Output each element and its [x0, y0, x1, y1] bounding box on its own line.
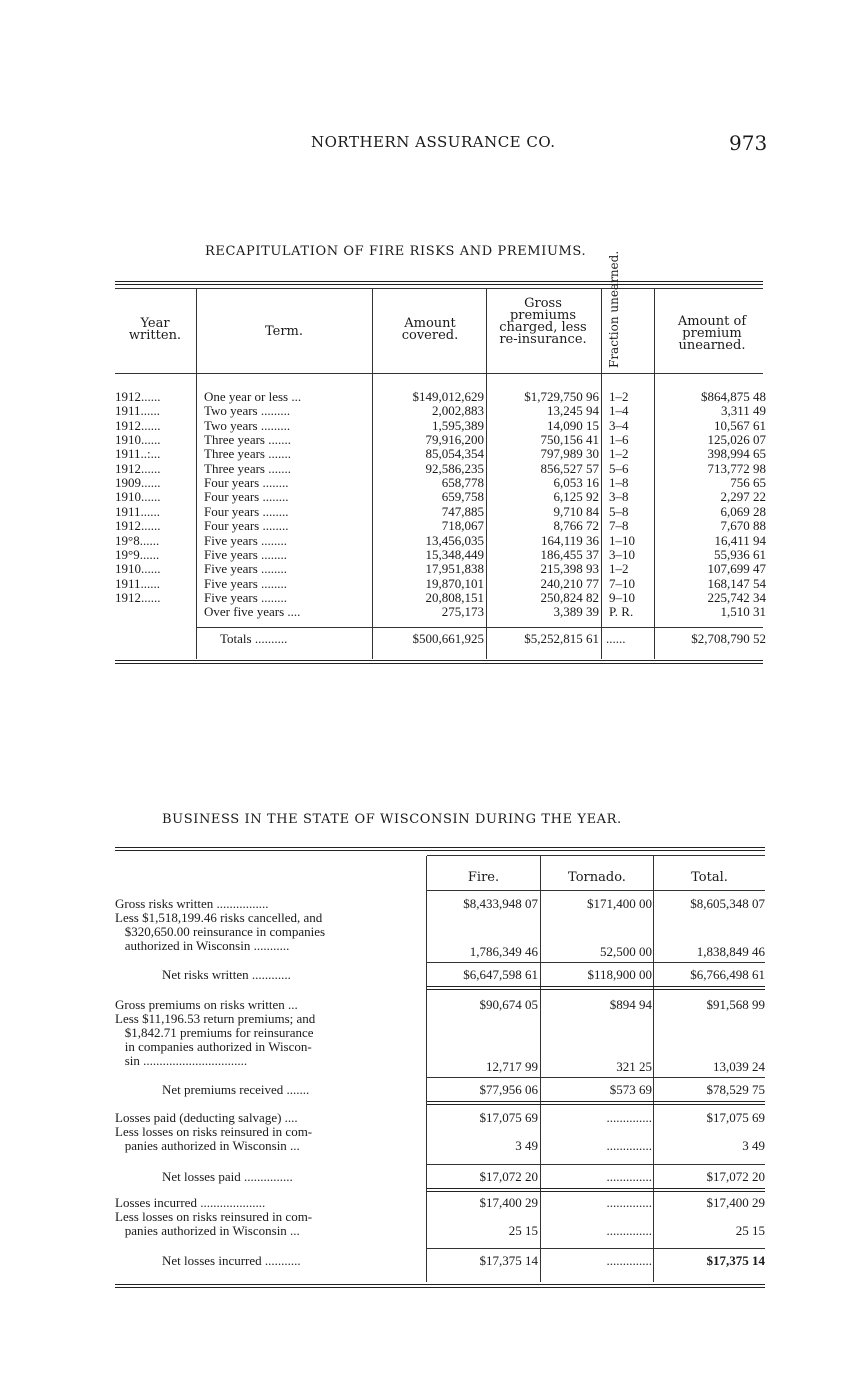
- total-value: $17,075 69: [706, 1110, 765, 1125]
- recap-amount-cell: 2,002,883: [432, 403, 484, 419]
- recap-unearned-cell: 3,311 49: [720, 403, 766, 419]
- col-unearned-header: Amount of premium unearned.: [677, 314, 747, 353]
- line-description: Gross risks written ................: [115, 896, 269, 911]
- line-description: panies authorized in Wisconsin ...: [115, 1138, 300, 1153]
- recap-term-cell: Two years .........: [204, 417, 291, 433]
- fire-value: 12,717 99: [486, 1059, 538, 1074]
- recap-amount-cell: $149,012,629: [412, 389, 484, 404]
- totals-gross: $5,252,815 61: [524, 631, 599, 646]
- recap-gross-cell: 856,527 57: [540, 460, 599, 476]
- total-value: 13,039 24: [713, 1059, 765, 1074]
- total-value: $8,605,348 07: [690, 896, 765, 911]
- recap-term-cell: Three years .......: [204, 460, 291, 476]
- recap-year-cell: 1912......: [115, 460, 161, 476]
- recap-gross-cell: 215,398 93: [540, 561, 599, 577]
- recap-year-cell: 19°8......: [115, 532, 160, 548]
- tornado-value: 52,500 00: [600, 944, 652, 959]
- net-fire-value: $17,072 20: [479, 1169, 538, 1184]
- fire-value: 25 15: [508, 1223, 538, 1238]
- recap-gross-cell: 6,125 92: [553, 489, 599, 505]
- recap-unearned-cell: 6,069 28: [720, 503, 766, 519]
- recap-unearned-cell: 1,510 31: [720, 604, 766, 620]
- recap-term-cell: One year or less ...: [204, 389, 302, 404]
- line-description: Less $1,518,199.46 risks cancelled, and: [115, 910, 323, 925]
- wisconsin-title: BUSINESS IN THE STATE OF WISCONSIN DURING THE YEAR.: [162, 812, 622, 827]
- recap-gross-cell: 8,766 72: [553, 518, 599, 534]
- net-tornado-value: ..............: [606, 1169, 652, 1184]
- col-gross-header: Gross premiums charged, less re-insurance.: [499, 296, 587, 347]
- col-year-header: Year written.: [128, 316, 182, 343]
- tornado-value: ..............: [606, 1223, 652, 1238]
- recap-fraction-cell: 3–10: [609, 546, 635, 562]
- recap-term-cell: Five years ........: [204, 532, 288, 548]
- col-fire-header: Fire.: [467, 870, 500, 885]
- recap-gross-cell: 240,210 77: [540, 575, 599, 591]
- recap-amount-cell: 17,951,838: [425, 561, 484, 577]
- recap-year-cell: 1911......: [115, 403, 161, 419]
- net-line-label: Net losses incurred ...........: [162, 1253, 301, 1268]
- recap-fraction-cell: 1–2: [609, 389, 629, 404]
- fire-value: $17,400 29: [479, 1195, 538, 1210]
- total-value: $91,568 99: [706, 997, 765, 1012]
- recap-amount-cell: 1,595,389: [432, 417, 484, 433]
- recap-unearned-cell: $864,875 48: [701, 389, 766, 404]
- recap-year-cell: 1909......: [115, 475, 161, 491]
- recap-year-cell: 1910......: [115, 561, 161, 577]
- recap-year-cell: 1911......: [115, 575, 161, 591]
- recap-unearned-cell: 55,936 61: [714, 546, 766, 562]
- fire-value: $17,075 69: [479, 1110, 538, 1125]
- net-line-label: Net premiums received .......: [162, 1082, 310, 1097]
- recap-year-cell: 1912......: [115, 417, 161, 433]
- recap-unearned-cell: 16,411 94: [714, 532, 766, 548]
- net-fire-value: $6,647,598 61: [463, 967, 538, 982]
- recap-year-cell: 1912......: [115, 389, 161, 404]
- net-tornado-value: $118,900 00: [587, 967, 652, 982]
- recap-term-cell: Over five years ....: [204, 604, 301, 620]
- totals-label: Totals ..........: [220, 631, 288, 646]
- recap-amount-cell: 15,348,449: [425, 546, 484, 562]
- recap-gross-cell: 797,989 30: [540, 446, 599, 462]
- recap-term-cell: Five years ........: [204, 589, 288, 605]
- totals-unearned: $2,708,790 52: [691, 631, 766, 646]
- line-description: in companies authorized in Wiscon-: [115, 1039, 312, 1054]
- line-description: Gross premiums on risks written ...: [115, 997, 298, 1012]
- col-total-header: Total.: [691, 870, 728, 885]
- recap-unearned-cell: 125,026 07: [707, 432, 766, 448]
- recap-unearned-cell: 107,699 47: [707, 561, 766, 577]
- fire-value: $8,433,948 07: [463, 896, 538, 911]
- line-description: Less $11,196.53 return premiums; and: [115, 1011, 316, 1026]
- recap-amount-cell: 658,778: [441, 475, 484, 491]
- recap-unearned-cell: 2,297 22: [720, 489, 766, 505]
- recap-term-cell: Five years ........: [204, 575, 288, 591]
- total-value: 3 49: [742, 1138, 765, 1153]
- net-total-value: $78,529 75: [706, 1082, 765, 1097]
- recap-fraction-cell: 7–10: [609, 575, 635, 591]
- recap-title: RECAPITULATION OF FIRE RISKS AND PREMIUMS.: [205, 244, 587, 259]
- line-description: authorized in Wisconsin ...........: [115, 938, 290, 953]
- recap-unearned-cell: 756 65: [730, 475, 766, 491]
- net-fire-value: $77,956 06: [479, 1082, 538, 1097]
- recap-fraction-cell: 1–8: [609, 475, 629, 491]
- recap-amount-cell: 92,586,235: [425, 460, 484, 476]
- fire-value: $90,674 05: [479, 997, 538, 1012]
- recap-term-cell: Four years ........: [204, 475, 289, 491]
- net-tornado-value: ..............: [606, 1253, 652, 1268]
- recap-fraction-cell: 3–8: [609, 489, 629, 505]
- recap-gross-cell: 186,455 37: [540, 546, 599, 562]
- totals-fraction: ......: [606, 631, 626, 646]
- line-description: $1,842.71 premiums for reinsurance: [115, 1025, 314, 1040]
- line-description: Less losses on risks reinsured in com-: [115, 1209, 313, 1224]
- recap-gross-cell: 250,824 82: [540, 589, 599, 605]
- totals-amount: $500,661,925: [412, 631, 484, 646]
- tornado-value: $894 94: [609, 997, 652, 1012]
- recap-year-cell: 1910......: [115, 432, 161, 448]
- recap-term-cell: Four years ........: [204, 503, 289, 519]
- line-description: Losses incurred ....................: [115, 1195, 266, 1210]
- net-total-value: $17,375 14: [706, 1253, 765, 1268]
- recap-amount-cell: 275,173: [441, 604, 484, 620]
- tornado-value: $171,400 00: [587, 896, 652, 911]
- col-term-header: Term.: [264, 324, 304, 339]
- recap-gross-cell: 14,090 15: [547, 417, 599, 433]
- net-total-value: $17,072 20: [706, 1169, 765, 1184]
- net-fire-value: $17,375 14: [479, 1253, 538, 1268]
- line-description: $320,650.00 reinsurance in companies: [115, 924, 326, 939]
- recap-gross-cell: 3,389 39: [553, 604, 599, 620]
- recap-term-cell: Four years ........: [204, 489, 289, 505]
- recap-year-cell: 19°9......: [115, 546, 160, 562]
- col-tornado-header: Tornado.: [568, 870, 626, 885]
- line-description: Less losses on risks reinsured in com-: [115, 1124, 313, 1139]
- recap-fraction-cell: 3–4: [609, 417, 629, 433]
- recap-amount-cell: 79,916,200: [425, 432, 484, 448]
- recap-gross-cell: 13,245 94: [547, 403, 599, 419]
- recap-unearned-cell: 225,742 34: [707, 589, 766, 605]
- recap-fraction-cell: 9–10: [609, 589, 635, 605]
- page-number: 973: [729, 131, 768, 155]
- recap-amount-cell: 19,870,101: [425, 575, 484, 591]
- tornado-value: 321 25: [616, 1059, 652, 1074]
- recap-term-cell: Five years ........: [204, 546, 288, 562]
- total-value: $17,400 29: [706, 1195, 765, 1210]
- recap-gross-cell: 9,710 84: [553, 503, 599, 519]
- recap-unearned-cell: 7,670 88: [720, 518, 766, 534]
- recap-term-cell: Four years ........: [204, 518, 289, 534]
- recap-term-cell: Three years .......: [204, 432, 291, 448]
- tornado-value: ..............: [606, 1110, 652, 1125]
- line-description: panies authorized in Wisconsin ...: [115, 1223, 300, 1238]
- recap-term-cell: Five years ........: [204, 561, 288, 577]
- recap-amount-cell: 13,456,035: [425, 532, 484, 548]
- recap-gross-cell: 750,156 41: [540, 432, 599, 448]
- recap-unearned-cell: 168,147 54: [707, 575, 766, 591]
- recap-amount-cell: 659,758: [441, 489, 484, 505]
- recap-amount-cell: 747,885: [441, 503, 484, 519]
- running-title: NORTHERN ASSURANCE CO.: [311, 133, 556, 151]
- recap-fraction-cell: 7–8: [609, 518, 629, 534]
- col-fraction-header: Fraction unearned.: [607, 250, 621, 368]
- recap-fraction-cell: 1–6: [609, 432, 629, 448]
- recap-term-cell: Two years .........: [204, 403, 291, 419]
- recap-year-cell: 1912......: [115, 518, 161, 534]
- net-line-label: Net risks written ............: [162, 967, 291, 982]
- recap-term-cell: Three years .......: [204, 446, 291, 462]
- recap-amount-cell: 20,808,151: [425, 589, 484, 605]
- tornado-value: ..............: [606, 1195, 652, 1210]
- fire-value: 3 49: [515, 1138, 538, 1153]
- line-description: Losses paid (deducting salvage) ....: [115, 1110, 298, 1125]
- recap-fraction-cell: 5–6: [609, 460, 629, 476]
- recap-year-cell: 1910......: [115, 489, 161, 505]
- total-value: 1,838,849 46: [696, 944, 765, 959]
- recap-gross-cell: 164,119 36: [540, 532, 599, 548]
- recap-fraction-cell: 5–8: [609, 503, 629, 519]
- line-description: sin ................................: [115, 1053, 248, 1068]
- recap-year-cell: 1911..:...: [115, 446, 161, 462]
- col-amount-header: Amount covered.: [401, 316, 459, 343]
- recap-unearned-cell: 713,772 98: [707, 460, 766, 476]
- net-line-label: Net losses paid ...............: [162, 1169, 293, 1184]
- recap-fraction-cell: 1–2: [609, 446, 629, 462]
- recap-amount-cell: 718,067: [441, 518, 484, 534]
- net-tornado-value: $573 69: [609, 1082, 652, 1097]
- recap-gross-cell: 6,053 16: [553, 475, 599, 491]
- recap-year-cell: 1911......: [115, 503, 161, 519]
- net-total-value: $6,766,498 61: [690, 967, 765, 982]
- recap-fraction-cell: 1–10: [609, 532, 635, 548]
- total-value: 25 15: [735, 1223, 765, 1238]
- recap-year-cell: 1912......: [115, 589, 161, 605]
- recap-unearned-cell: 398,994 65: [707, 446, 766, 462]
- recap-fraction-cell: 1–4: [609, 403, 629, 419]
- fire-value: 1,786,349 46: [469, 944, 538, 959]
- recap-gross-cell: $1,729,750 96: [524, 389, 599, 404]
- recap-fraction-cell: P. R.: [609, 604, 634, 620]
- recap-fraction-cell: 1–2: [609, 561, 629, 577]
- recap-unearned-cell: 10,567 61: [714, 417, 766, 433]
- tornado-value: ..............: [606, 1138, 652, 1153]
- recap-amount-cell: 85,054,354: [425, 446, 484, 462]
